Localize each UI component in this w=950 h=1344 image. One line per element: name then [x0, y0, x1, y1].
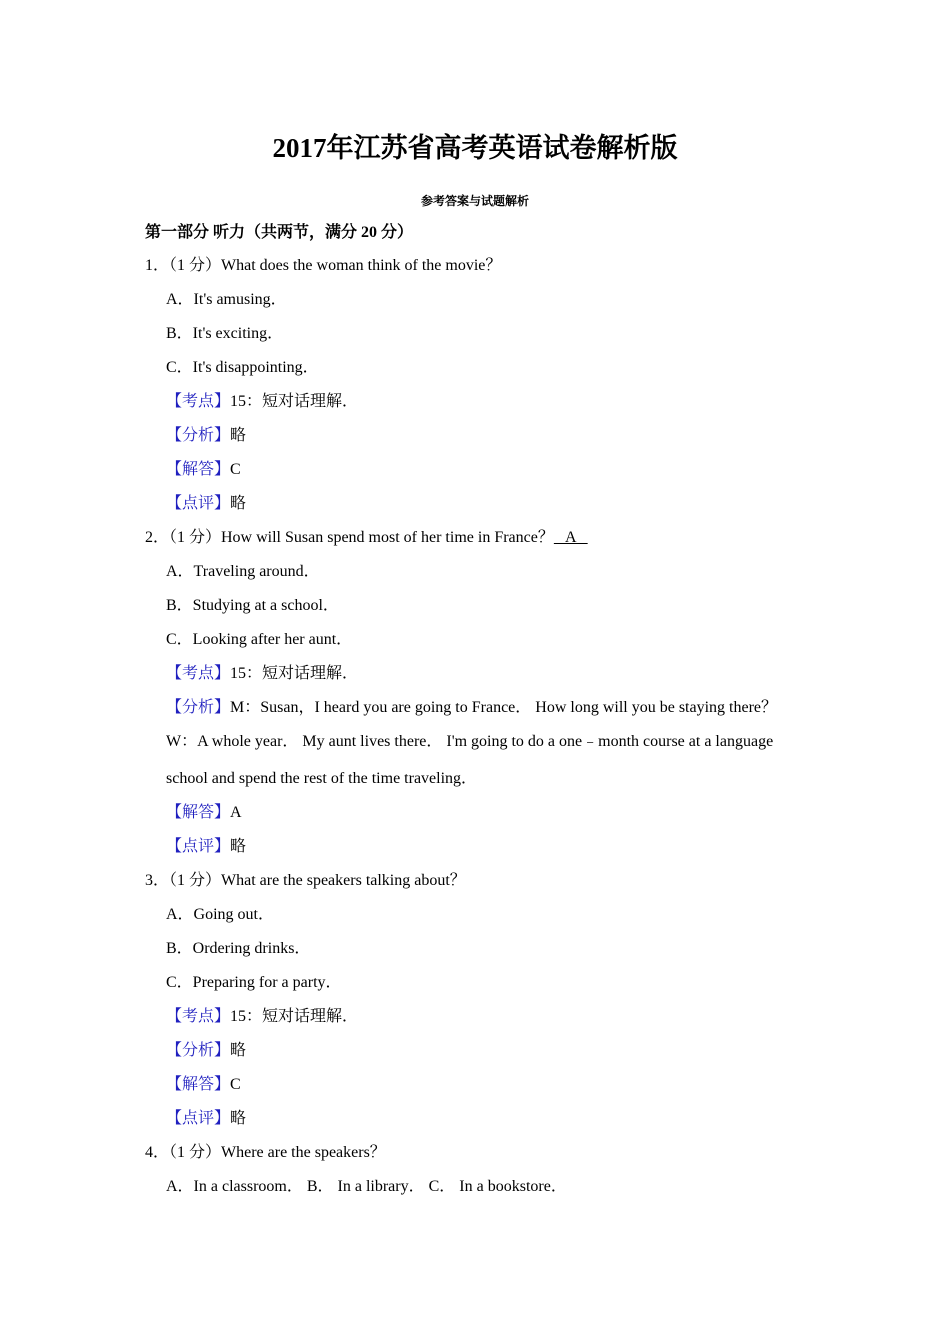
kaodian-tag: 【考点】 — [166, 665, 231, 682]
dianping-text: 略 — [230, 495, 247, 512]
fenxi-text: M：Susan，I heard you are going to France． How long will you be staying there？ — [230, 699, 778, 716]
answer-blank: A — [553, 529, 588, 546]
dianping-tag: 【点评】 — [166, 838, 231, 855]
question-1-fenxi — [145, 424, 825, 458]
jieda-text: C — [230, 1076, 241, 1093]
jieda-text: A — [230, 804, 242, 821]
question-2-kaodian — [145, 662, 825, 696]
jieda-text: C — [230, 461, 241, 478]
dianping-text: 略 — [230, 1110, 247, 1127]
fenxi-text: 略 — [230, 427, 247, 444]
question-1-kaodian — [145, 390, 825, 424]
jieda-tag: 【解答】 — [166, 1076, 231, 1093]
question-3-option-a: A．Going out． — [166, 906, 275, 923]
question-3-kaodian — [145, 1005, 825, 1039]
fenxi-tag: 【分析】 — [166, 427, 231, 444]
dianping-tag: 【点评】 — [166, 495, 231, 512]
question-2-dianping — [145, 835, 825, 869]
question-4-options: A．In a classroom． B． In a library． C． In a bookstore． — [166, 1178, 567, 1195]
section-heading: 第一部分 听力（共两节，满分 20 分） — [145, 224, 414, 241]
question-2-stem — [145, 526, 825, 560]
fenxi-tag: 【分析】 — [166, 1042, 231, 1059]
question-4-stem: 4．（1 分）Where are the speakers？ — [145, 1144, 386, 1161]
question-3-fenxi — [145, 1039, 825, 1073]
question-3-stem: 3．（1 分）What are the speakers talking about？ — [145, 872, 466, 889]
question-2-option-c: C．Looking after her aunt． — [166, 631, 353, 648]
kaodian-text: 15：短对话理解． — [230, 1008, 359, 1025]
kaodian-text: 15：短对话理解． — [230, 665, 359, 682]
jieda-tag: 【解答】 — [166, 804, 231, 821]
question-2-jieda — [145, 801, 825, 835]
fenxi-text: 略 — [230, 1042, 247, 1059]
question-2-fenxi — [145, 696, 825, 730]
question-1-option-a: A．It's amusing． — [166, 291, 287, 308]
question-3-jieda — [145, 1073, 825, 1107]
dianping-text: 略 — [230, 838, 247, 855]
dianping-tag: 【点评】 — [166, 1110, 231, 1127]
question-list — [145, 254, 825, 1209]
question-1-stem: 1．（1 分）What does the woman think of the movie？ — [145, 257, 502, 274]
document-subtitle: 参考答案与试题解析 — [420, 194, 529, 208]
question-2-fenxi-line-3: school and spend the rest of the time traveling． — [166, 770, 478, 787]
question-2-option-a: A．Traveling around． — [166, 563, 320, 580]
question-1-jieda — [145, 458, 825, 492]
question-1-option-c: C．It's disappointing． — [166, 359, 319, 376]
jieda-tag: 【解答】 — [166, 461, 231, 478]
question-1-dianping — [145, 492, 825, 526]
question-2-option-b: B．Studying at a school． — [166, 597, 339, 614]
question-1-option-b: B．It's exciting． — [166, 325, 284, 342]
question-3-dianping — [145, 1107, 825, 1141]
kaodian-tag: 【考点】 — [166, 393, 231, 410]
fenxi-tag: 【分析】 — [166, 699, 231, 716]
kaodian-text: 15：短对话理解． — [230, 393, 359, 410]
question-2-fenxi-line-2: W：A whole year． My aunt lives there． I'm going to do a one﹣month course at a language — [166, 733, 774, 750]
document-title: 2017年江苏省高考英语试卷解析版 — [272, 133, 678, 163]
question-3-option-c: C．Preparing for a party． — [166, 974, 342, 991]
question-3-option-b: B．Ordering drinks． — [166, 940, 311, 957]
question-2-stem-text: 2．（1 分）How will Susan spend most of her time in France？ — [145, 529, 554, 546]
kaodian-tag: 【考点】 — [166, 1008, 231, 1025]
